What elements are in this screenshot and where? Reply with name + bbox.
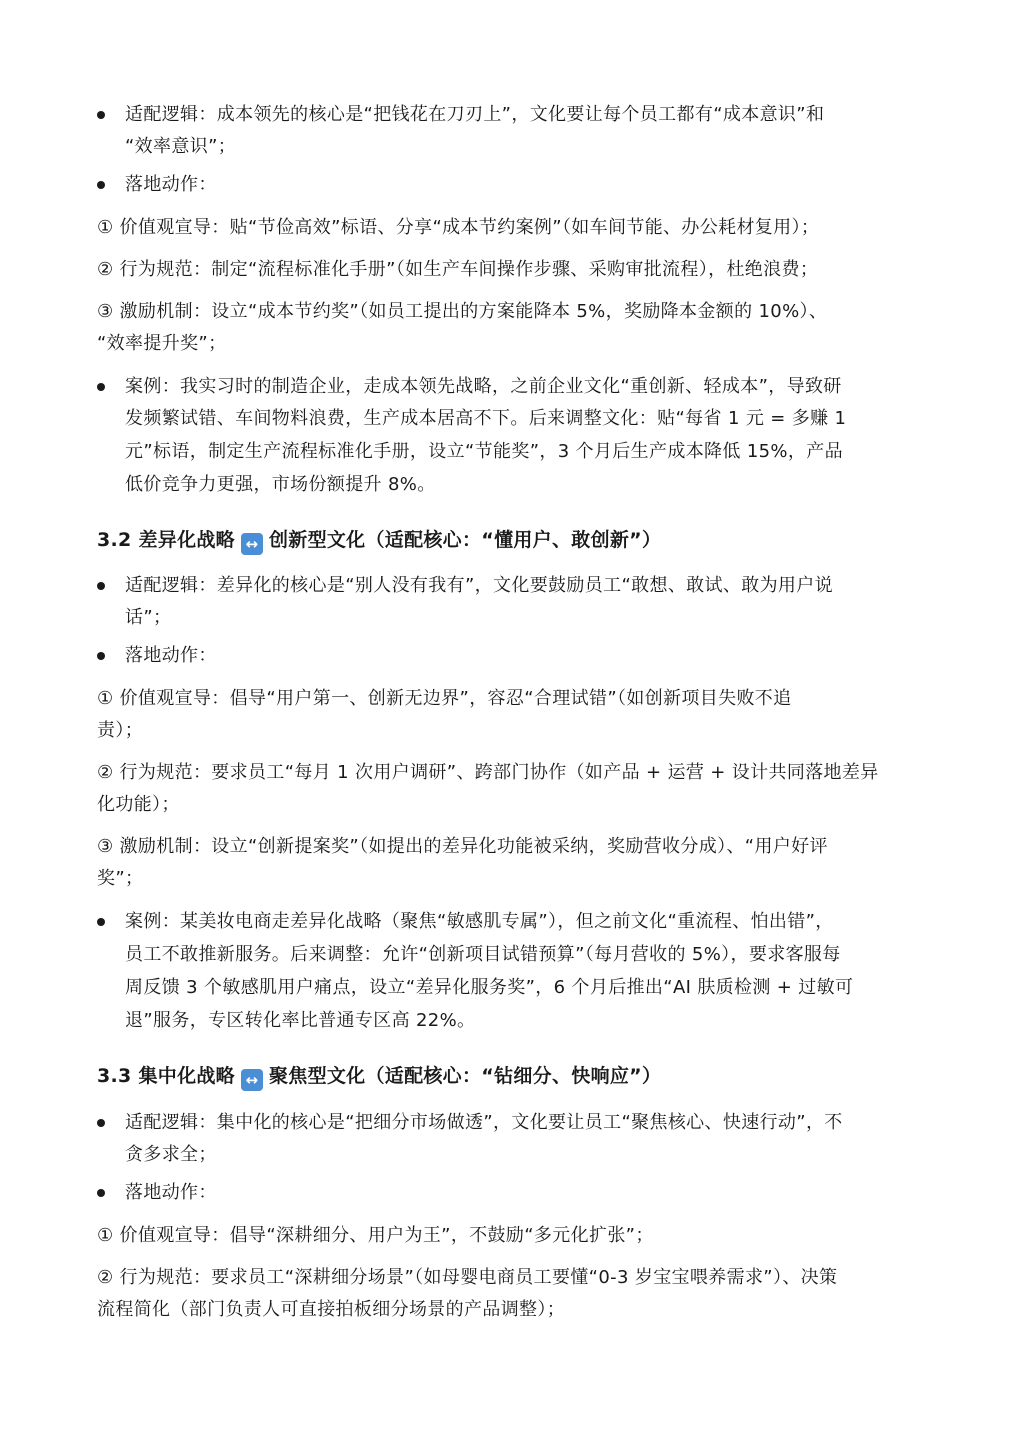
section-3-2-heading-left: 3.2 差异化战略 xyxy=(97,529,235,551)
cost-case-line-2: 发频繁试错、车间物料浪费，生产成本居高不下。后来调整文化：贴“每省 1 元 = 多赚 1 xyxy=(125,408,847,429)
diff-item-2-line-2: 化功能）； xyxy=(97,794,180,815)
diff-item-1-line-2: 责）； xyxy=(97,720,144,741)
diff-logic-line-1: 适配逻辑：差异化的核心是“别人没有我有”，文化要鼓励员工“敢想、敢试、敢为用户说 xyxy=(125,575,833,596)
focus-logic-line-2: 贪多求全； xyxy=(125,1144,217,1165)
focus-logic-line-1: 适配逻辑：集中化的核心是“把细分市场做透”，文化要让员工“聚焦核心、快速行动”，不 xyxy=(125,1112,843,1133)
section-3-3-heading-left: 3.3 集中化战略 xyxy=(97,1065,235,1087)
diff-item-3-line-1: ③ 激励机制：设立“创新提案奖”（如提出的差异化功能被采纳，奖励营收分成）、“用户好评 xyxy=(97,836,828,857)
bullet-icon xyxy=(97,918,105,926)
section-3-3-heading xyxy=(97,1062,661,1091)
left-right-arrow-icon: ↔ xyxy=(241,533,263,555)
focus-actions-label: 落地动作： xyxy=(125,1182,217,1203)
diff-case-line-2: 员工不敢推新服务。后来调整：允许“创新项目试错预算”（每月营收的 5%），要求客服每 xyxy=(125,944,841,965)
cost-logic-line-1: 适配逻辑：成本领先的核心是“把钱花在刀刃上”，文化要让每个员工都有“成本意识”和 xyxy=(125,104,825,125)
cost-case-line-1: 案例：我实习时的制造企业，走成本领先战略，之前企业文化“重创新、轻成本”，导致研 xyxy=(125,376,842,397)
bullet-icon xyxy=(97,1119,105,1127)
diff-case-line-3: 周反馈 3 个敏感肌用户痛点，设立“差异化服务奖”，6 个月后推出“AI 肤质检测 + 过敏可 xyxy=(125,977,854,998)
bullet-icon xyxy=(97,652,105,660)
cost-item-3-line-2: “效率提升奖”； xyxy=(97,333,227,354)
cost-case-line-4: 低价竞争力更强，市场份额提升 8%。 xyxy=(125,474,436,495)
focus-item-2-line-2: 流程简化（部门负责人可直接拍板细分场景的产品调整）； xyxy=(97,1299,566,1320)
bullet-icon xyxy=(97,111,105,119)
focus-item-1: ① 价值观宣导：倡导“深耕细分、用户为王”，不鼓励“多元化扩张”； xyxy=(97,1225,654,1246)
bullet-icon xyxy=(97,181,105,189)
diff-logic-line-2: 话”； xyxy=(125,607,172,628)
left-right-arrow-icon: ↔ xyxy=(241,1069,263,1091)
section-3-2-heading-right: 创新型文化（适配核心：“懂用户、敢创新”） xyxy=(268,529,662,551)
diff-case-line-1: 案例：某美妆电商走差异化战略（聚焦“敏感肌专属”），但之前文化“重流程、怕出错”， xyxy=(125,911,834,932)
bullet-icon xyxy=(97,1189,105,1197)
diff-actions-label: 落地动作： xyxy=(125,645,217,666)
cost-item-3-line-1: ③ 激励机制：设立“成本节约奖”（如员工提出的方案能降本 5%，奖励降本金额的 10%）、 xyxy=(97,301,828,322)
cost-item-2: ② 行为规范：制定“流程标准化手册”（如生产车间操作步骤、采购审批流程），杜绝浪费； xyxy=(97,259,819,280)
diff-item-2-line-1: ② 行为规范：要求员工“每月 1 次用户调研”、跨部门协作（如产品 + 运营 + 设计共同落地差异 xyxy=(97,762,879,783)
diff-item-1-line-1: ① 价值观宣导：倡导“用户第一、创新无边界”，容忍“合理试错”（如创新项目失败不追 xyxy=(97,688,792,709)
cost-case-line-3: 元”标语，制定生产流程标准化手册，设立“节能奖”，3 个月后生产成本降低 15%，产品 xyxy=(125,441,843,462)
section-3-3-heading-right: 聚焦型文化（适配核心：“钻细分、快响应”） xyxy=(268,1065,662,1087)
cost-actions-label: 落地动作： xyxy=(125,174,217,195)
bullet-icon xyxy=(97,383,105,391)
focus-item-2-line-1: ② 行为规范：要求员工“深耕细分场景”（如母婴电商员工要懂“0-3 岁宝宝喂养需求”）、决策 xyxy=(97,1267,838,1288)
diff-case-line-4: 退”服务，专区转化率比普通专区高 22%。 xyxy=(125,1010,476,1031)
diff-item-3-line-2: 奖”； xyxy=(97,868,144,889)
cost-logic-line-2: “效率意识”； xyxy=(125,136,237,157)
bullet-icon xyxy=(97,582,105,590)
section-3-2-heading xyxy=(97,526,661,555)
cost-item-1: ① 价值观宣导：贴“节俭高效”标语、分享“成本节约案例”（如车间节能、办公耗材复用）； xyxy=(97,217,820,238)
